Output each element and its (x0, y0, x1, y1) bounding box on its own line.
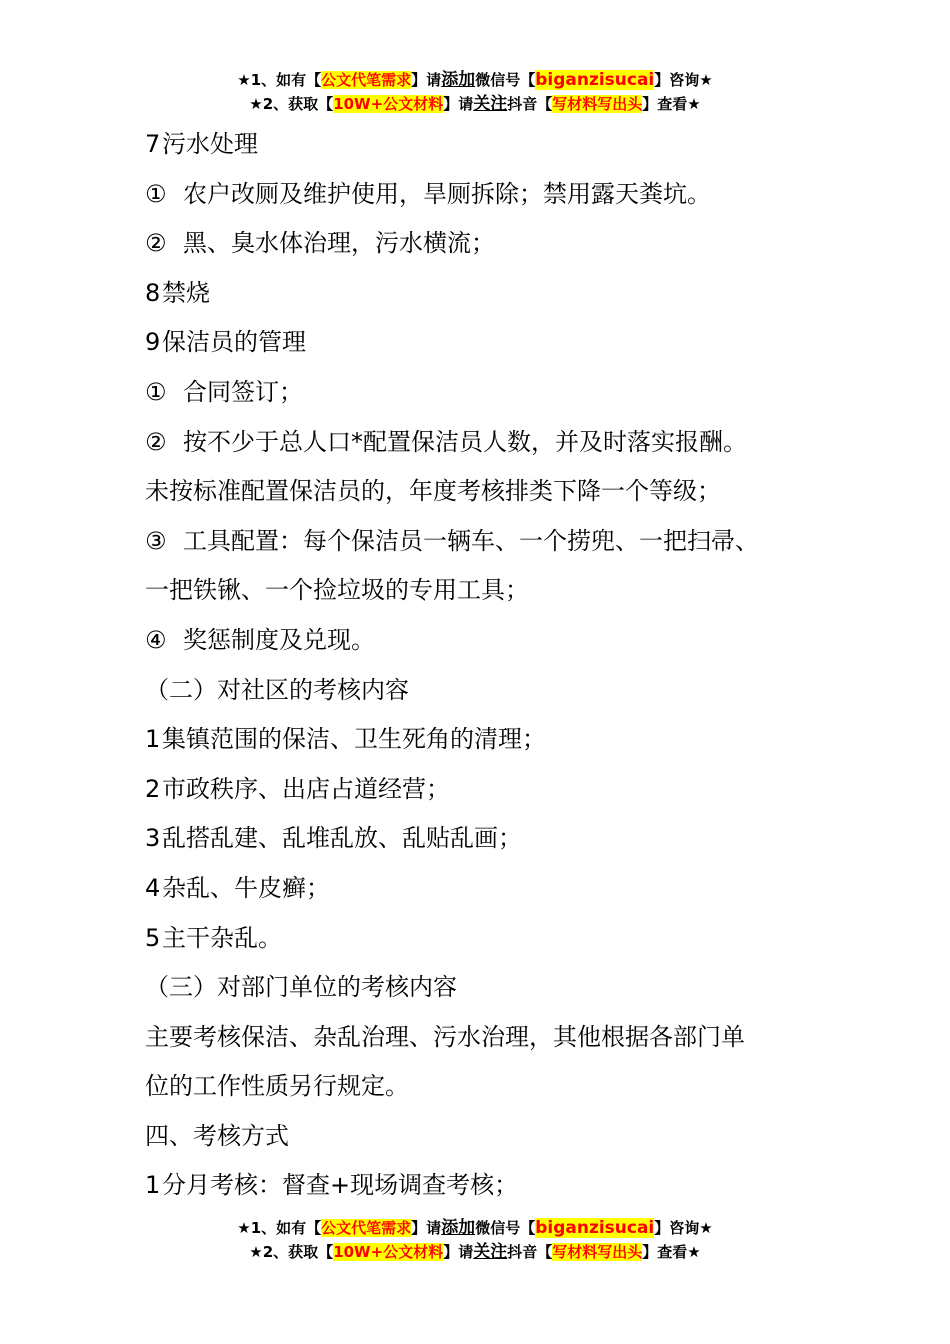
list-number: 1 (145, 1171, 161, 1200)
paragraph-text: 污水处理 (162, 130, 258, 158)
paragraph-line (145, 864, 815, 914)
banner-text: 】请 (411, 71, 442, 89)
list-circled-number: ④ (145, 625, 167, 654)
paragraph-line (145, 616, 815, 666)
paragraph-text: 一把铁锹、一个捡垃圾的专用工具； (145, 576, 529, 605)
paragraph-line (145, 170, 815, 220)
footer-banner (0, 1216, 950, 1264)
paragraph-text: 位的工作性质另行规定。 (145, 1072, 409, 1101)
banner-underlined: 关注 (473, 94, 508, 114)
paragraph-text: 集镇范围的保洁、卫生死角的清理； (162, 725, 546, 754)
paragraph-text: 合同签订； (183, 377, 303, 406)
banner-text: ★2、获取【 (249, 1243, 334, 1261)
list-circled-number: ① (145, 179, 167, 208)
list-number: 3 (145, 824, 161, 853)
banner-highlight: 写材料写出头 (552, 95, 643, 113)
banner-wechat-id: biganzisucai (535, 70, 655, 90)
banner-underlined: 添加 (441, 1218, 476, 1238)
list-number: 7 (145, 130, 161, 158)
paragraph-line (145, 963, 815, 1013)
paragraph-line (145, 666, 815, 716)
paragraph-text: （二）对社区的考核内容 (145, 675, 409, 704)
banner-text: 】查看★ (642, 95, 701, 113)
banner-text: 】请 (443, 95, 474, 113)
paragraph-text: 主干杂乱。 (162, 923, 282, 952)
banner-highlight: 公文代笔需求 (321, 71, 412, 89)
banner-text: 抖音【 (507, 95, 553, 113)
paragraph-line (145, 467, 815, 517)
banner-line-1 (0, 1216, 950, 1240)
paragraph-text: 主要考核保洁、杂乱治理、污水治理，其他根据各部门单 (145, 1022, 745, 1051)
paragraph-text: 禁烧 (162, 278, 210, 307)
list-number: 5 (145, 923, 161, 952)
banner-wechat-id: biganzisucai (535, 1218, 655, 1238)
banner-highlight: 10W+公文材料 (333, 95, 444, 113)
paragraph-line (145, 269, 815, 319)
paragraph-text: （三）对部门单位的考核内容 (145, 973, 457, 1002)
paragraph-line (145, 219, 815, 269)
banner-line-2 (0, 92, 950, 116)
paragraph-line (145, 566, 815, 616)
banner-line-2 (0, 1240, 950, 1264)
banner-highlight: 10W+公文材料 (333, 1243, 444, 1261)
paragraph-text: 杂乱、牛皮癣； (162, 873, 330, 902)
list-number: 8 (145, 278, 161, 307)
banner-text: 】请 (411, 1219, 442, 1237)
paragraph-text: 奖惩制度及兑现。 (183, 625, 375, 654)
banner-underlined: 关注 (473, 1242, 508, 1262)
paragraph-line (145, 418, 815, 468)
header-banner (0, 68, 950, 116)
paragraph-text: 按不少于总人口*配置保洁员人数，并及时落实报酬。 (183, 427, 747, 456)
list-circled-number: ③ (145, 526, 167, 555)
paragraph-line (145, 1161, 815, 1211)
paragraph-line (145, 517, 815, 567)
paragraph-line (145, 1112, 815, 1162)
paragraph-line (145, 765, 815, 815)
banner-text: 】请 (443, 1243, 474, 1261)
paragraph-text: 四、考核方式 (145, 1121, 289, 1150)
paragraph-text: 农户改厕及维护使用，旱厕拆除；禁用露天粪坑。 (183, 179, 711, 208)
banner-text: 】咨询★ (654, 1219, 713, 1237)
banner-text: 】咨询★ (654, 71, 713, 89)
paragraph-text: 黑、臭水体治理，污水横流； (183, 229, 495, 258)
banner-highlight: 写材料写出头 (552, 1243, 643, 1261)
paragraph-line (145, 1062, 815, 1112)
list-number: 9 (145, 328, 161, 357)
banner-highlight: 公文代笔需求 (321, 1219, 412, 1237)
paragraph-text: 未按标准配置保洁员的，年度考核排类下降一个等级； (145, 477, 721, 506)
banner-text: ★1、如有【 (237, 1219, 322, 1237)
document-body (145, 120, 815, 1211)
paragraph-text: 工具配置：每个保洁员一辆车、一个捞兜、一把扫帚、 (183, 526, 759, 555)
list-number: 2 (145, 774, 161, 803)
paragraph-line (145, 120, 815, 170)
list-circled-number: ② (145, 229, 167, 258)
banner-line-1 (0, 68, 950, 92)
banner-text: 抖音【 (507, 1243, 553, 1261)
paragraph-line (145, 318, 815, 368)
list-circled-number: ① (145, 377, 167, 406)
banner-text: 微信号【 (475, 1219, 536, 1237)
list-circled-number: ② (145, 427, 167, 456)
paragraph-line (145, 368, 815, 418)
paragraph-line (145, 715, 815, 765)
list-number: 1 (145, 725, 161, 754)
paragraph-text: 乱搭乱建、乱堆乱放、乱贴乱画； (162, 824, 522, 853)
paragraph-text: 保洁员的管理 (162, 328, 306, 357)
paragraph-text: 分月考核：督查+现场调查考核； (162, 1171, 519, 1200)
paragraph-line (145, 914, 815, 964)
paragraph-text: 市政秩序、出店占道经营； (162, 774, 450, 803)
paragraph-line (145, 814, 815, 864)
banner-text: ★2、获取【 (249, 95, 334, 113)
banner-text: 微信号【 (475, 71, 536, 89)
banner-text: ★1、如有【 (237, 71, 322, 89)
paragraph-line (145, 1013, 815, 1063)
list-number: 4 (145, 873, 161, 902)
banner-text: 】查看★ (642, 1243, 701, 1261)
banner-underlined: 添加 (441, 70, 476, 90)
